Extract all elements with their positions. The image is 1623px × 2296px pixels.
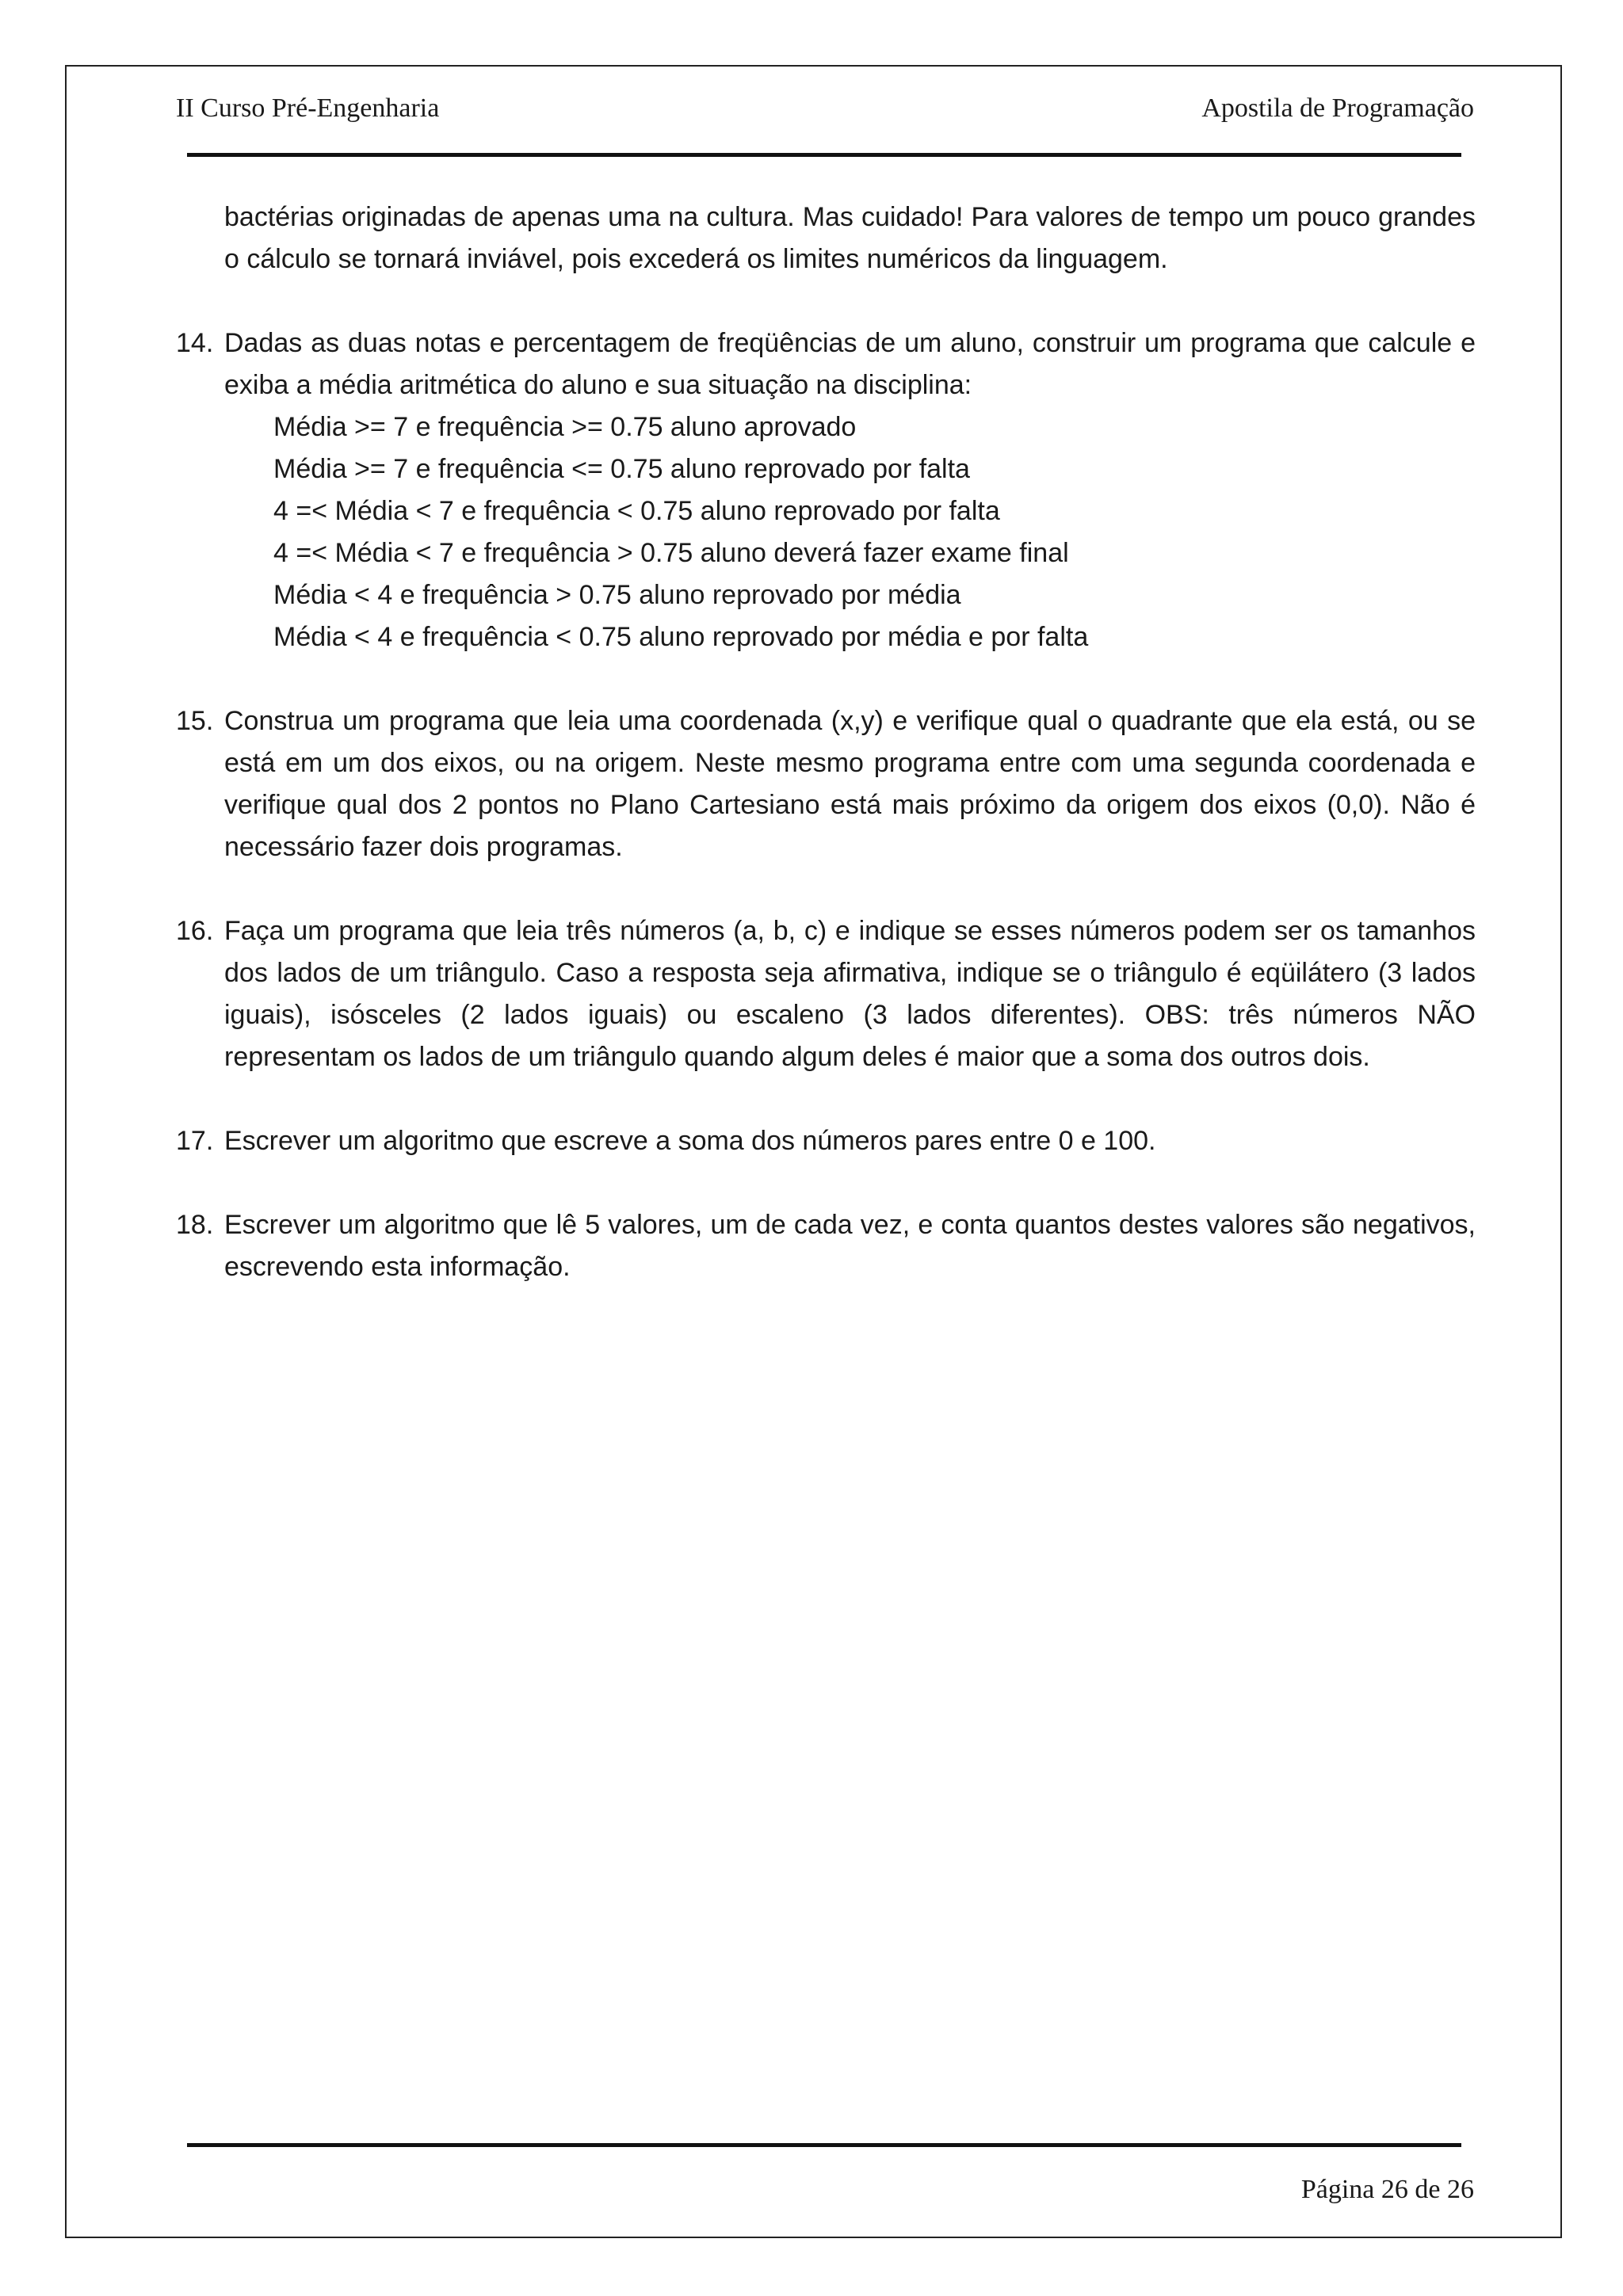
header-document-title: Apostila de Programação [1201,93,1474,123]
exercise-text: Escrever um algoritmo que escreve a soma dos números pares entre 0 e 100. [224,1126,1156,1156]
condition-line: Média >= 7 e frequência <= 0.75 aluno reprovado por falta [273,454,970,484]
exercise-text: Faça um programa que leia três números (a, b, c) e indique se esses números podem ser os tamanhos dos lados de um triângulo. Caso a resposta seja afirmativa, indique se o triângulo é eqüilátero (3 lados iguais), isósceles (2 lados iguais) ou escaleno (3 lados diferentes). OBS: três números NÃO representam os lados de um triângulo quando algum deles é maior que a soma dos outros dois. [224,916,1476,1072]
exercise-number: 18. [176,1210,214,1240]
continuation-paragraph: bactérias originadas de apenas uma na cultura. Mas cuidado! Para valores de tempo um pouco grandes o cálculo se tornará inviável, pois excederá os limites numéricos da linguagem. [224,202,1476,274]
page-content [176,196,1476,1288]
exercise-number: 16. [176,916,214,946]
condition-line: Média < 4 e frequência > 0.75 aluno reprovado por média [273,580,961,610]
condition-line: Média >= 7 e frequência >= 0.75 aluno aprovado [273,412,857,442]
exercise-text: Dadas as duas notas e percentagem de freqüências de um aluno, construir um programa que calcule e exiba a média aritmética do aluno e sua situação na disciplina: [224,328,1476,400]
header-course-title: II Curso Pré-Engenharia [176,93,440,123]
condition-list [273,406,1476,658]
exercise-17 [176,1120,1476,1162]
exercise-number: 17. [176,1126,214,1156]
exercise-14 [176,322,1476,658]
page-number: Página 26 de 26 [1300,2175,1474,2204]
condition-line: Média < 4 e frequência < 0.75 aluno reprovado por média e por falta [273,622,1089,652]
header-rule [187,153,1461,157]
exercise-15 [176,700,1476,868]
exercise-16 [176,910,1476,1078]
condition-line: 4 =< Média < 7 e frequência < 0.75 aluno reprovado por falta [273,496,1000,526]
exercise-body [224,322,1476,658]
exercise-text: Construa um programa que leia uma coordenada (x,y) e verifique qual o quadrante que ela está, ou se está em um dos eixos, ou na origem. Neste mesmo programa entre com uma segunda coordenada e verifique qual dos 2 pontos no Plano Cartesiano está mais próximo da origem dos eixos (0,0). Não é necessário fazer dois programas. [224,706,1476,862]
exercise-number: 15. [176,706,214,736]
footer-rule [187,2143,1461,2147]
exercise-number: 14. [176,328,214,358]
exercise-18 [176,1204,1476,1288]
condition-line: 4 =< Média < 7 e frequência > 0.75 aluno deverá fazer exame final [273,538,1069,568]
exercise-text: Escrever um algoritmo que lê 5 valores, um de cada vez, e conta quantos destes valores são negativos, escrevendo esta informação. [224,1210,1476,1282]
